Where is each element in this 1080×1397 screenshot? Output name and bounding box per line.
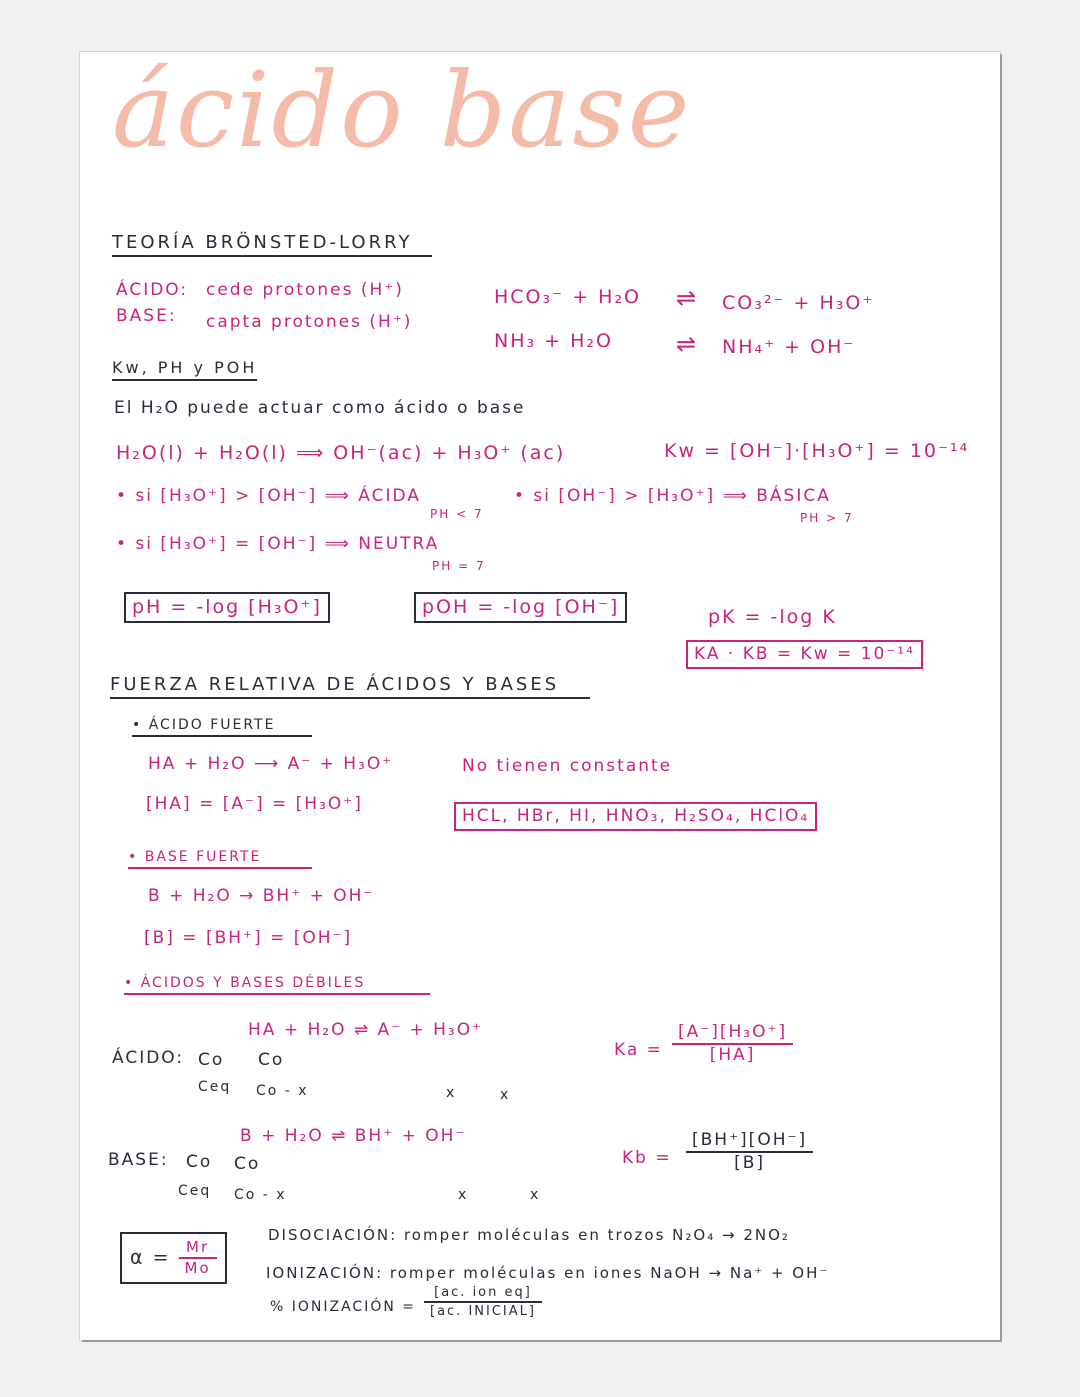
strong-base-equation: B + H₂O → BH⁺ + OH⁻: [148, 886, 375, 906]
base-eq-x-1: x: [458, 1187, 469, 1203]
poh-formula-box: pOH = -log [OH⁻]: [414, 592, 627, 623]
ka-numerator: [A⁻][H₃O⁺]: [672, 1022, 793, 1045]
alpha-denominator: Mo: [184, 1259, 211, 1277]
base-row-label: BASE:: [108, 1150, 169, 1170]
ka-label: Ka =: [614, 1040, 663, 1060]
condition-neutral-ph: PH = 7: [432, 559, 486, 573]
equation-1-left: HCO₃⁻ + H₂O: [494, 286, 642, 308]
acid-initial-conc-label: Co: [198, 1050, 225, 1070]
condition-acid: • si [H₃O⁺] > [OH⁻] ⟹ ÁCIDA: [116, 486, 421, 506]
water-amphoteric-note: El H₂O puede actuar como ácido o base: [114, 398, 526, 418]
strong-acid-title: • ÁCIDO FUERTE: [132, 718, 312, 737]
ka-denominator: [HA]: [709, 1045, 756, 1065]
section-heading-fuerza: FUERZA RELATIVA DE ÁCIDOS Y BASES: [110, 676, 590, 699]
percent-ionization-fraction: [424, 1284, 542, 1320]
acid-row-label: ÁCIDO:: [112, 1048, 185, 1068]
base-eq-conc: Co - x: [234, 1187, 287, 1203]
base-eq-conc-label: Ceq: [178, 1183, 212, 1199]
ph-formula-box: pH = -log [H₃O⁺]: [124, 592, 330, 623]
weak-base-equation: B + H₂O ⇌ BH⁺ + OH⁻: [240, 1126, 467, 1146]
acid-eq-conc: Co - x: [256, 1083, 309, 1099]
ka-fraction: [672, 1022, 793, 1066]
acid-eq-conc-label: Ceq: [198, 1079, 232, 1095]
ionizacion-definition: IONIZACIÓN: romper moléculas en iones NaOH → Na⁺ + OH⁻: [266, 1264, 830, 1282]
weak-acids-bases-title: • ÁCIDOS Y BASES DÉBILES: [124, 976, 430, 995]
equilibrium-arrow-2: ⇌: [676, 330, 699, 358]
condition-basic: • si [OH⁻] > [H₃O⁺] ⟹ BÁSICA: [514, 486, 831, 506]
condition-neutral: • si [H₃O⁺] = [OH⁻] ⟹ NEUTRA: [116, 534, 440, 554]
strong-acid-equation: HA + H₂O ⟶ A⁻ + H₃O⁺: [148, 754, 394, 774]
acid-label: ÁCIDO:: [116, 280, 189, 300]
weak-acid-equation: HA + H₂O ⇌ A⁻ + H₃O⁺: [248, 1020, 484, 1040]
pk-formula: pK = -log K: [708, 606, 837, 628]
equilibrium-arrow-1: ⇌: [676, 284, 699, 312]
strong-acid-concentrations: [HA] = [A⁻] = [H₃O⁺]: [146, 794, 363, 814]
no-constant-note: No tienen constante: [462, 756, 673, 776]
strong-base-concentrations: [B] = [BH⁺] = [OH⁻]: [144, 928, 353, 948]
condition-basic-ph: PH > 7: [800, 511, 854, 525]
alpha-symbol: α =: [130, 1246, 171, 1269]
acid-initial-conc: Co: [258, 1050, 285, 1070]
disociacion-definition: DISOCIACIÓN: romper moléculas en trozos N₂O₄ → 2NO₂: [268, 1226, 790, 1244]
acid-definition: cede protones (H⁺): [206, 280, 404, 300]
acid-eq-x-1: x: [446, 1085, 457, 1101]
strong-base-title: • BASE FUERTE: [128, 850, 312, 869]
percent-ionization-label: % IONIZACIÓN =: [270, 1299, 417, 1315]
equation-1-right: CO₃²⁻ + H₃O⁺: [722, 292, 875, 314]
base-initial-conc-label: Co: [186, 1152, 213, 1172]
equation-2-right: NH₄⁺ + OH⁻: [722, 336, 856, 358]
base-definition: capta protones (H⁺): [206, 312, 413, 332]
percent-ionization-numerator: [ac. ion eq]: [424, 1284, 542, 1303]
alpha-numerator: Mr: [179, 1238, 217, 1259]
section-heading-kw: Kw, PH y POH: [112, 360, 257, 381]
autoionization-equation: H₂O(l) + H₂O(l) ⟹ OH⁻(ac) + H₃O⁺ (ac): [116, 442, 566, 464]
acid-eq-x-2: x: [500, 1087, 511, 1103]
base-eq-x-2: x: [530, 1187, 541, 1203]
kb-label: Kb =: [622, 1148, 672, 1168]
page-title: ácido base: [112, 49, 692, 171]
equation-2-left: NH₃ + H₂O: [494, 330, 613, 352]
base-initial-conc: Co: [234, 1154, 261, 1174]
kb-denominator: [B]: [734, 1153, 766, 1173]
strong-acids-list-box: HCL, HBr, HI, HNO₃, H₂SO₄, HClO₄: [454, 802, 817, 831]
kw-expression: Kw = [OH⁻]·[H₃O⁺] = 10⁻¹⁴: [664, 440, 970, 462]
ka-kb-kw-box: KA · KB = Kw = 10⁻¹⁴: [686, 640, 923, 669]
base-label: BASE:: [116, 306, 177, 326]
alpha-formula-box: [120, 1232, 227, 1284]
kb-fraction: [686, 1130, 813, 1174]
condition-acid-ph: PH < 7: [430, 507, 484, 521]
kb-numerator: [BH⁺][OH⁻]: [686, 1130, 813, 1153]
section-heading-bronsted: TEORÍA BRÖNSTED-LORRY: [112, 234, 432, 257]
percent-ionization-denominator: [ac. INICIAL]: [430, 1304, 536, 1319]
